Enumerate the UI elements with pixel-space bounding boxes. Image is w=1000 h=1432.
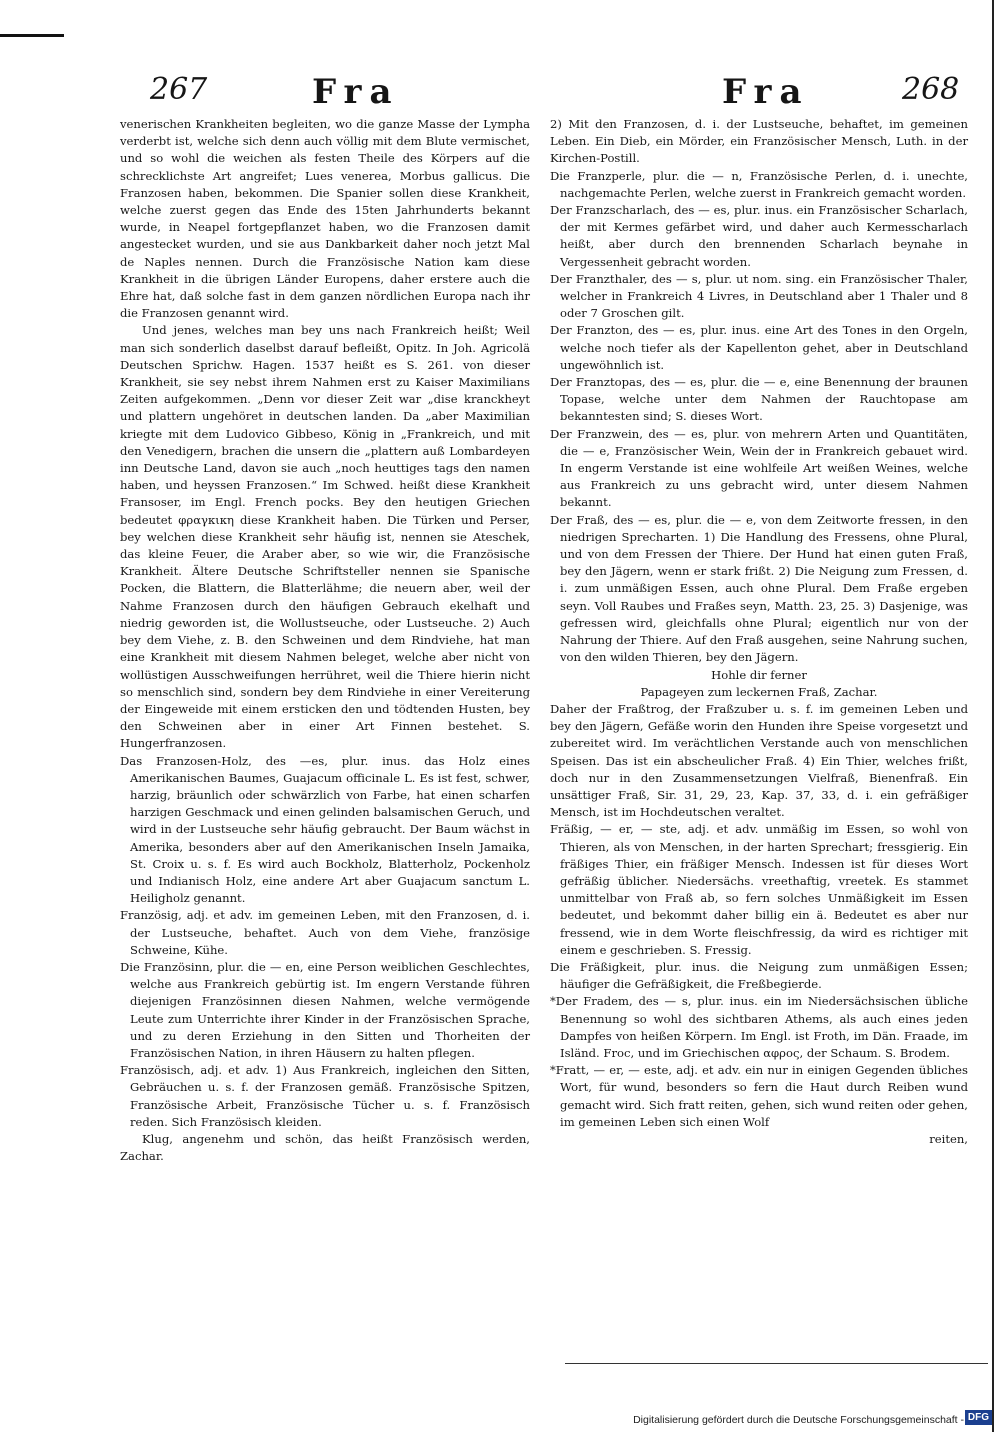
text-paragraph: Und jenes, welches man bey uns nach Frankreich heißt; Weil man sich sonderlich daselbst darauf befleißt, Opitz. In Joh. Agricolä Deutschen Sprichw. Hagen. 1537 heißt es S. 261. von dieser Krankheit, sie sey nebst ihrem Nahmen erst zu Kaiser Maximilians Zeiten aufgekommen. „Denn vor dieser Zeit war „dise kranckheyt und plattern ungehöret in deutschen landen. Da „aber Maximilian kriegte mit dem Ludovico Gibbeso, König in „Frankreich, und mit den Venedigern, brachen die unsern die „plattern auß Lombardeyen inn Deutsche Land, davon sie auch „noch heuttiges tags den namen haben, und heyssen Franzosen.“ Im Schwed. heißt diese Krankheit Fransoser, im Engl. French pocks. Bey den heutigen Griechen bedeutet φραγκικη diese Krankheit haben. Die Türken und Perser, bey welchen diese Krankheit sehr häufig ist, nennen sie Ateschek, das kleine Feuer, die Araber aber, so wie wir, die Französische Krankheit. Ältere Deutsche Schriftsteller nennen sie Spanische Pocken, die Blattern, die Blatterlähme; die neuern aber, weil der Nahme Franzosen durch den häufigen Gebrauch ekelhaft und niedrig geworden ist, die Wollustseuche, oder Lustseuche. 2) Auch bey dem Viehe, z. B. den Schweinen und dem Rindviehe, hat man eine Krankheit mit diesem Nahmen beleget, welche aber nicht von wollüstigen Ausschweifungen herrühret, weil die Thiere hierin nicht so menschlich sind, sondern bey dem Rindviehe in einer Vereiterung der Eingeweide mit einem ersticken den und tödtenden Husten, bey den Schweinen aber in einer Art Finnen bestehet. S. Hungerfranzosen. bbox=[120, 323, 530, 751]
dictionary-entry: Die Fräßigkeit, plur. inus. die Neigung zum unmäßigen Essen; häufiger die Gefräßigkeit, die Freßbegierde. bbox=[550, 959, 968, 992]
text-paragraph: Papageyen zum leckernen Fraß, Zachar. bbox=[640, 684, 878, 699]
right-running-head: Fra bbox=[722, 72, 810, 112]
dictionary-entry: Die Franzperle, plur. die — n, Französische Perlen, d. i. unechte, nachgemachte Perlen, welche zuerst in Frankreich gemacht worden. bbox=[550, 168, 968, 200]
dfg-logo: DFG bbox=[965, 1410, 992, 1425]
text-paragraph: 2) Mit den Franzosen, d. i. der Lustseuche, behaftet, im gemeinen Leben. Ein Dieb, ein Mörder, ein Französischer Mensch, Luth. in der Kirchen-Postill. bbox=[550, 117, 968, 166]
dictionary-entry: Die Französinn, plur. die — en, eine Person weiblichen Geschlechtes, welche aus Frankreich gebürtig ist. Im engern Verstande führen diejenigen Französinnen diesen Nahmen, welche vermögende Leute zum Unterrichte ihrer Kinder in der Französischen Sprache, und zu deren Erziehung in den Sitten und Thorheiten der Französischen Nation, in ihren Häusern zu halten pflegen. bbox=[120, 959, 530, 1060]
dictionary-entry: Der Fraß, des — es, plur. die — e, von dem Zeitworte fressen, in den niedrigen Sprecharten. 1) Die Handlung des Fressens, ohne Plural, und von dem Fressen der Thiere. Der Hund hat einen guten Fraß, bey den Jägern, wenn er stark frißt. 2) Die Neigung zum Fressen, d. i. zum unmäßigen Essen, auch ohne Plural. Dem Fraße ergeben seyn. Voll Raubes und Fraßes seyn, Matth. 23, 25. 3) Dasjenige, was gefressen wird, gleichfalls ohne Plural; eigentlich nur von der Nahrung der Thiere. Auf den Fraß ausgehen, seine Nahrung suchen, von den wilden Thieren, bey den Jägern. bbox=[550, 512, 968, 665]
digitization-credit: Digitalisierung gefördert durch die Deutsche Forschungsgemeinschaft - bbox=[633, 1414, 964, 1426]
dictionary-entry: *Der Fradem, des — s, plur. inus. ein im Niedersächsischen übliche Benennung so wohl des sichtbaren Athems, als auch eines jeden Dampfes von heißen Körpern. Im Engl. ist Froth, im Dän. Fraade, im Isländ. Froc, und im Griechischen αφρος, der Schaum. S. Brodem. bbox=[550, 994, 968, 1060]
dictionary-entry: Der Franzscharlach, des — es, plur. inus. ein Französischer Scharlach, der mit Kermes gefärbet wird, und daher auch Kermesscharlach heißt, aber durch den brennenden Scharlach beynahe in Vergessenheit gebracht worden. bbox=[550, 203, 968, 269]
dictionary-entry: Französig, adj. et adv. im gemeinen Leben, mit den Franzosen, d. i. der Lustseuche, behaftet. Auch von dem Viehe, französige Schweine, Kühe. bbox=[120, 908, 530, 957]
text-paragraph: reiten, bbox=[929, 1131, 968, 1146]
dictionary-entry: Der Franzthaler, des — s, plur. ut nom. sing. ein Französischer Thaler, welcher in Frankreich 4 Livres, in Deutschland aber 1 Thaler und 8 oder 7 Groschen gilt. bbox=[550, 271, 968, 321]
text-paragraph: Daher der Fraßtrog, der Fraßzuber u. s. f. im gemeinen Leben und bey den Jägern, Gefäße worin den Hunden ihre Speise vorgesetzt und zubereitet wird. Im verächtlichen Verstande auch von menschlichen Speisen. Das ist ein abscheulicher Fraß. 4) Ein Thier, welches frißt, doch nur in den Zusammensetzungen Vielfraß, Bienenfraß. Ein unsättiger Fraß, Sir. 31, 29, 23, Kap. 37, 33, d. i. ein gefräßiger Mensch, ist im Hochdeutschen veraltet. bbox=[550, 701, 968, 820]
text-paragraph: Hohle dir ferner bbox=[711, 667, 807, 682]
scan-edge-mark bbox=[0, 34, 64, 37]
footer-rule bbox=[565, 1363, 988, 1364]
page-edge bbox=[992, 0, 994, 1432]
dictionary-entry: Der Franztopas, des — es, plur. die — e, eine Benennung der braunen Topase, welche unter dem Nahmen der Rauchtopase am bekanntesten sind; S. dieses Wort. bbox=[550, 375, 968, 424]
text-paragraph: Klug, angenehm und schön, das heißt Französisch werden, Zachar. bbox=[120, 1131, 530, 1164]
dictionary-entry: Das Franzosen-Holz, des —es, plur. inus. das Holz eines Amerikanischen Baumes, Guajacum officinale L. Es ist fest, schwer, harzig, bräunlich oder schwärzlich von Farbe, hat einen scharfen harzigen Geschmack und einen gelinden balsamischen Geruch, und wird in der Lustseuche sehr häufig gebraucht. Der Baum wächst in Amerika, besonders aber auf den Amerikanischen Inseln Jamaika, St. Croix u. s. f. Es wird auch Bockholz, Blatterholz, Pockenholz und Indianisch Holz, eine andere Art aber Guajacum sanctum L. Heiligholz genannt. bbox=[120, 753, 530, 906]
left-page-number: 267 bbox=[150, 72, 208, 107]
left-running-head: Fra bbox=[312, 72, 400, 112]
dictionary-entry: *Fratt, — er, — este, adj. et adv. ein nur in einigen Gegenden übliches Wort, für wund, besonders so fern die Haut durch Reiben wund gemacht wird. Sich fratt reiten, gehen, sich wund reiten oder gehen, im gemeinen Leben sich einen Wolf bbox=[550, 1063, 968, 1129]
dictionary-entry: Der Franzwein, des — es, plur. von mehrern Arten und Quantitäten, die — e, Französischer Wein, Wein der in Frankreich gebauet wird. In engerm Verstande ist eine wohlfeile Art weißen Weines, welche aus Frankreich zu uns gebracht wird, unter diesem Nahmen bekannt. bbox=[550, 426, 968, 510]
dictionary-entry: Französisch, adj. et adv. 1) Aus Frankreich, ingleichen den Sitten, Gebräuchen u. s. f. der Franzosen gemäß. Französische Spitzen, Französische Arbeit, Französische Tücher u. s. f. Französisch reden. Sich Französisch kleiden. bbox=[120, 1063, 530, 1129]
right-column bbox=[550, 116, 968, 1148]
dictionary-entry: Der Franzton, des — es, plur. inus. eine Art des Tones in den Orgeln, welche noch tiefer als der Kapellenton gehet, aber in Deutschland ungewöhnlich ist. bbox=[550, 323, 968, 372]
right-page-number: 268 bbox=[902, 72, 960, 107]
text-paragraph: venerischen Krankheiten begleiten, wo die ganze Masse der Lympha verderbt ist, welche sich denn auch völlig mit dem Blute vermischet, und so wohl die weichen als festen Theile des Körpers auf die schrecklichste Art angreifet; Lues venerea, Morbus gallicus. Die Franzosen haben, bekommen. Die Spanier sollen diese Krankheit, welche zuerst gegen das Ende des 15ten Jahrhunderts bekannt wurde, in Neapel fortgepflanzet haben, wo die Franzosen damit angestecket wurden, und sie aus Dankbarkeit daher noch jetzt Mal de Naples nennen. Durch die Französische Nation kam diese Krankheit in die übrigen Länder Europens, daher erstere auch die Ehre hat, daß solche fast in dem ganzen nördlichen Europa nach ihr die Franzosen genannt wird. bbox=[120, 117, 530, 321]
left-column bbox=[120, 116, 530, 1165]
dictionary-entry: Fräßig, — er, — ste, adj. et adv. unmäßig im Essen, so wohl von Thieren, als von Menschen, in der harten Sprechart; fressgierig. Ein fräßiges Thier, ein fräßiger Mensch. Indessen ist für dieses Wort gefräßig üblicher. Niedersächs. vreethaftig, vreetek. Es stammet unmittelbar von Fraß ab, so fern solches Unmäßigkeit im Essen bedeutet, und bekommt daher billig ein ä. Bedeutet es aber nur fressend, wie in dem Worte fleischfressig, da wird es richtiger mit einem e geschrieben. S. Fressig. bbox=[550, 822, 968, 957]
